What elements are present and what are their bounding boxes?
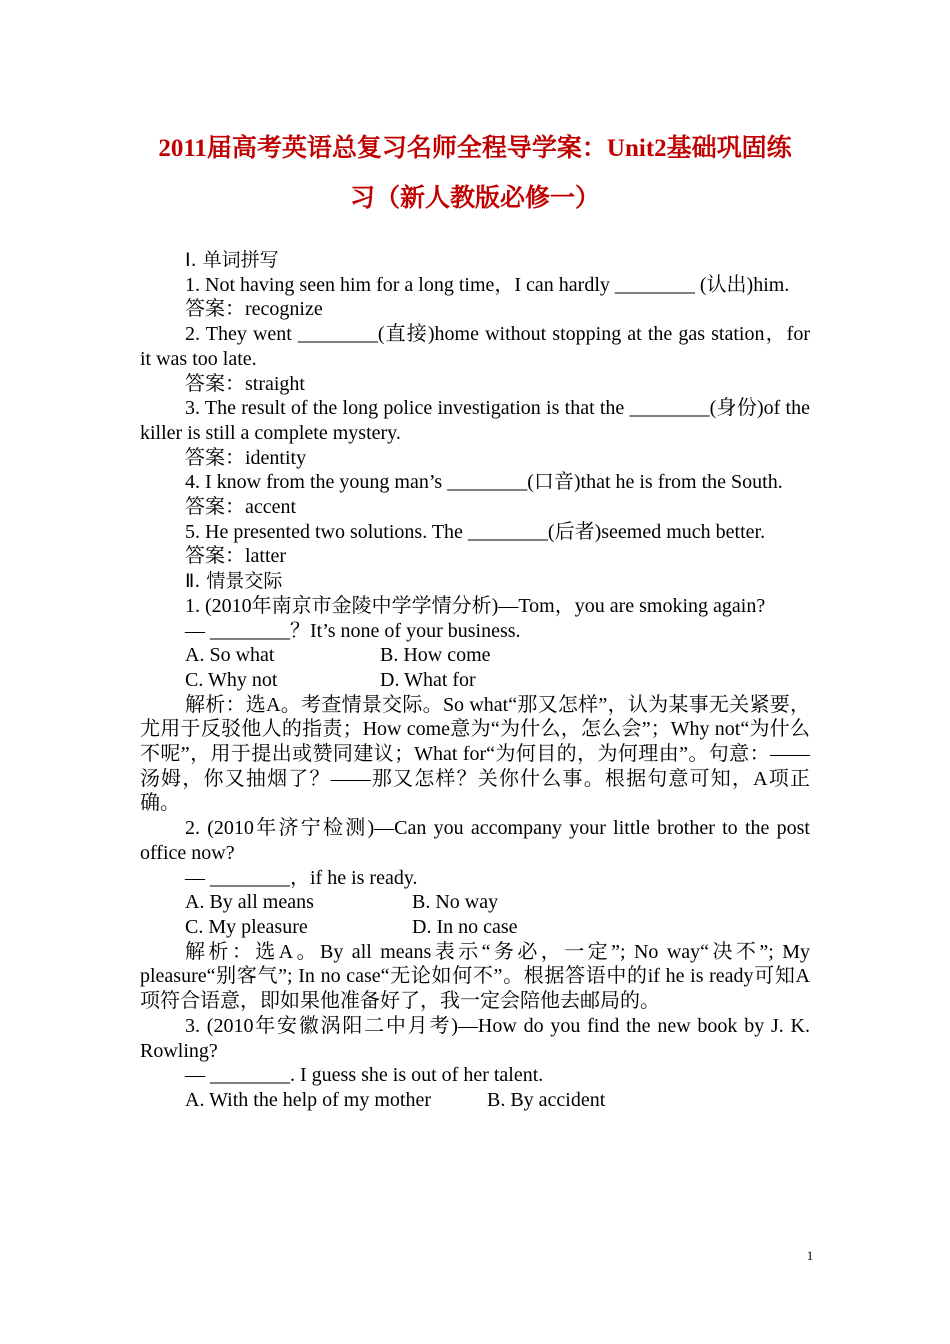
option-a: A. By all means [185, 891, 314, 914]
option-d: D. In no case [412, 915, 518, 938]
document-body [140, 248, 810, 1113]
option-d: D. What for [380, 668, 476, 691]
options-row [140, 915, 810, 940]
analysis-text: 解析：选A。考查情景交际。So what“那又怎样”，认为某事无关紧要，尤用于反驳他人的指责；How come意为“为什么，怎么会”；Why not“为什么不呢”，用于提出或赞同建议；What for“为何目的，为何理由”。句意：——汤姆，你又抽烟了？——那又怎样？关你什么事。根据句意可知，A项正确。 [140, 693, 810, 815]
options-row [140, 1088, 810, 1113]
document-title-line-1: 2011届高考英语总复习名师全程导学案：Unit2基础巩固练 [158, 135, 792, 162]
question-text: 5. He presented two solutions. The ________(后者)seemed much better. [185, 520, 766, 543]
question-text: 3. The result of the long police investigation is that the ________(身份)of the killer is still a complete mystery. [140, 397, 810, 444]
option-a: A. So what [185, 644, 275, 667]
question-stem: 3. (2010年安徽涡阳二中月考)—How do you find the new book by J. K. Rowling? [140, 1014, 810, 1062]
question-stem: 2. (2010年济宁检测)—Can you accompany your little brother to the post office now? [140, 817, 810, 864]
option-b: B. How come [380, 644, 491, 667]
answer-text: 答案：identity [185, 446, 307, 469]
question-text: 4. I know from the young man’s ________(口音)that he is from the South. [185, 471, 783, 494]
option-b: B. No way [412, 891, 499, 914]
options-row [140, 890, 810, 915]
option-c: C. Why not [185, 668, 278, 691]
question-reply: — ________？It’s none of your business. [185, 619, 521, 642]
answer-text: 答案：accent [185, 496, 297, 519]
answer-text: 答案：recognize [185, 298, 323, 321]
question-text: 2. They went ________(直接)home without stopping at the gas station，for it was too late. [140, 323, 810, 370]
answer-text: 答案：latter [185, 545, 287, 568]
question-reply: — ________，if he is ready. [185, 866, 418, 889]
question-stem: 1. (2010年南京市金陵中学学情分析)—Tom，you are smoking again? [185, 594, 766, 617]
option-b: B. By accident [487, 1088, 606, 1111]
page-number: 1 [806, 1248, 814, 1263]
question-text: 1. Not having seen him for a long time，I can hardly ________ (认出)him. [185, 273, 790, 296]
analysis-text: 解析：选A。By all means表示“务必，一定”; No way“决不”; My pleasure“别客气”; In no case“无论如何不”。根据答语中的if he is ready可知A项符合语意，即如果他准备好了，我一定会陪他去邮局的。 [140, 940, 810, 1013]
answer-text: 答案：straight [185, 372, 305, 395]
option-a: A. With the help of my mother [185, 1088, 432, 1111]
document-title-line-2: 习（新人教版必修一） [349, 185, 600, 212]
options-row [140, 643, 810, 668]
question-reply: — ________. I guess she is out of her talent. [185, 1064, 544, 1087]
option-c: C. My pleasure [185, 915, 308, 938]
section-heading-spelling: Ⅰ. 单词拼写 [185, 249, 279, 271]
section-heading-dialogue: Ⅱ. 情景交际 [185, 570, 283, 593]
options-row [140, 668, 810, 693]
